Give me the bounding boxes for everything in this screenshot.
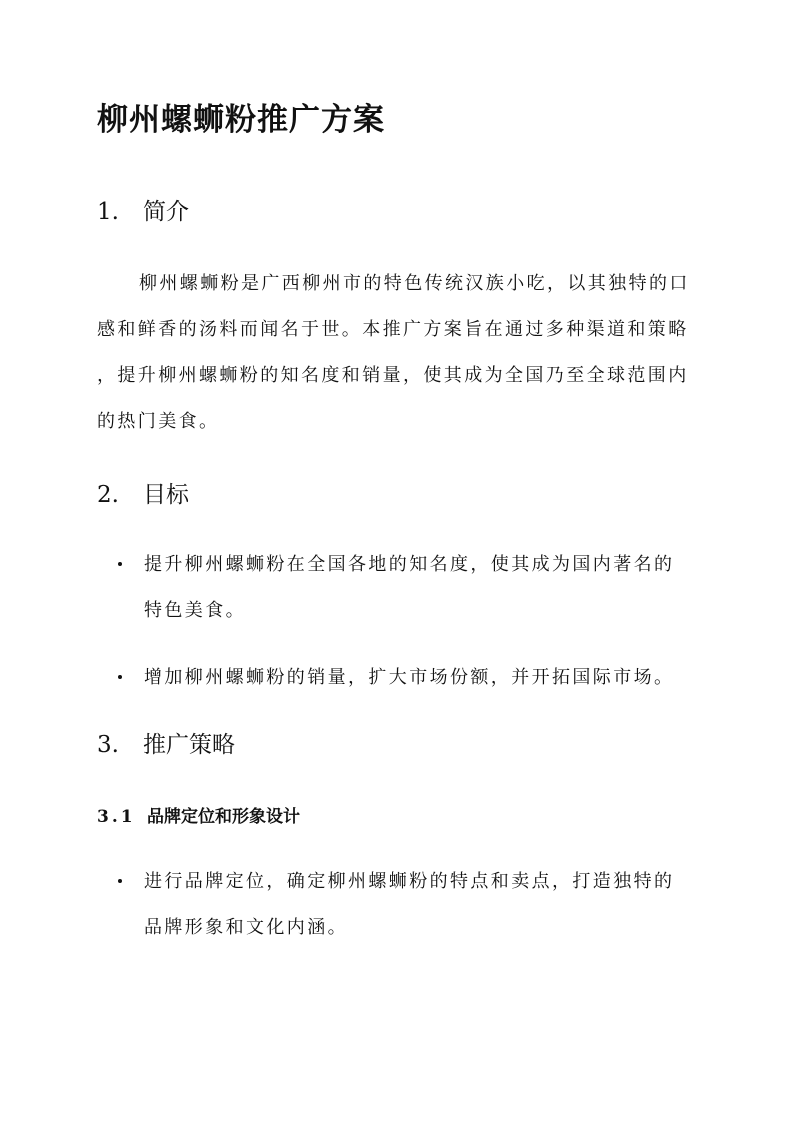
section-number: 1. (97, 199, 119, 225)
list-item (118, 655, 718, 701)
list-item-line: 特色美食。 (144, 600, 246, 621)
list-item-line: 进行品牌定位，确定柳州螺蛳粉的特点和卖点，打造独特的 (144, 871, 675, 892)
section-number: 2. (97, 482, 119, 508)
paragraph-line: 柳州螺蛳粉是广西柳州市的特色传统汉族小吃，以其独特的口 (139, 273, 690, 294)
document-title: 柳州螺蛳粉推广方案 (97, 102, 385, 138)
section-title: 推广策略 (143, 732, 235, 758)
section-heading-goals (97, 478, 189, 512)
paragraph-line: 的热门美食。 (97, 411, 220, 432)
paragraph-line: 感和鲜香的汤料而闻名于世。本推广方案旨在通过多种渠道和策略 (97, 319, 689, 340)
list-item-line: 品牌形象和文化内涵。 (144, 917, 348, 938)
list-item-line: 增加柳州螺蛳粉的销量，扩大市场份额，并开拓国际市场。 (144, 667, 675, 688)
list-item (118, 542, 718, 634)
section-title: 简介 (143, 199, 189, 225)
subsection-number: 3.1 (97, 807, 136, 827)
bullet-icon (118, 675, 122, 679)
section-title: 目标 (143, 482, 189, 508)
bullet-icon (118, 562, 122, 566)
paragraph-line: ，提升柳州螺蛳粉的知名度和销量，使其成为全国乃至全球范围内 (97, 365, 689, 386)
list-item-line: 提升柳州螺蛳粉在全国各地的知名度，使其成为国内著名的 (144, 554, 675, 575)
list-item (118, 859, 718, 951)
section-heading-intro (97, 195, 189, 229)
section-heading-strategy (97, 728, 235, 762)
intro-paragraph (97, 261, 707, 445)
bullet-icon (118, 879, 122, 883)
subsection-heading-branding (97, 804, 300, 830)
section-number: 3. (97, 732, 119, 758)
subsection-title: 品牌定位和形象设计 (147, 807, 300, 827)
